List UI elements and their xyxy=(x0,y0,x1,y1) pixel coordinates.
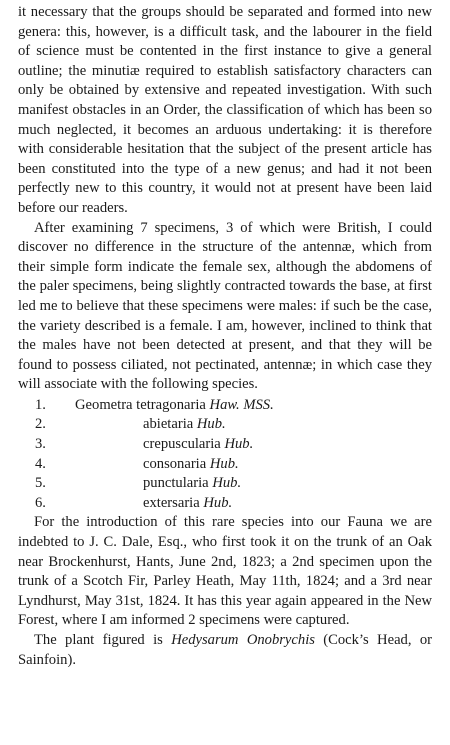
paragraph-introduction: For the introduction of this rare species into our Fauna we are indebted to J. C. Dale, Esq., who first took it on the trunk of an Oak near Brockenhurst, Hants, June 2nd, 1823; a 2nd specimen upon the trunk of a Scotch Fir, Parley Heath, May 11th, 1824; and a 3rd near Lyndhurst, May 31st, 1824. It has this year again appeared in the New Forest, where I am informed 2 specimens were captured. xyxy=(18,514,432,629)
list-number: 6. xyxy=(35,494,46,511)
plant-name: Hedysarum Onobrychis xyxy=(171,632,315,648)
species-name: Geometra tetragonaria xyxy=(75,396,206,413)
plant-text-before: The plant figured is xyxy=(34,632,172,648)
list-number: 3. xyxy=(35,436,46,453)
species-name: abietaria xyxy=(143,416,194,433)
list-number: 1. xyxy=(35,396,46,413)
species-authority: Haw. MSS. xyxy=(209,396,274,413)
species-name: punctularia xyxy=(143,475,209,492)
list-number: 5. xyxy=(35,475,46,492)
species-name: crepuscularia xyxy=(143,436,221,453)
plant-text-after: (Cock’s Head, or Sainfoin). xyxy=(18,632,433,668)
page-body xyxy=(18,3,432,670)
species-authority: Hub. xyxy=(212,475,242,492)
list-item xyxy=(18,494,432,514)
species-list xyxy=(18,396,432,514)
list-item xyxy=(18,435,432,455)
list-item xyxy=(18,474,432,494)
list-item xyxy=(18,396,432,416)
paragraph-specimens: After examining 7 specimens, 3 of which were British, I could discover no difference in the structure of the antennæ, which from their simple form indicate the female sex, although the abdomens of the paler specimens, being slightly contracted towards the base, at first led me to believe that these specimens were males: if such be the case, the variety described is a female. I am, however, inclined to think that the males have not been detected at present, and that they will be found to possess ciliated, not pectinated, antennæ; in which case they will associate with the following species. xyxy=(18,219,432,393)
list-number: 4. xyxy=(35,455,46,472)
species-name: extersaria xyxy=(143,494,200,511)
species-authority: Hub. xyxy=(196,416,226,433)
list-item xyxy=(18,415,432,435)
species-authority: Hub. xyxy=(209,455,239,472)
paragraph-classification: it necessary that the groups should be separated and formed into new genera: this, however, is a difficult task, and the labourer in the field of science must be contented in the first instance to give a general outline; the minutiæ required to establish satisfactory characters can only be obtained by extensive and repeated investigation. With such manifest obstacles in an Order, the classification of which has been so much neglected, it becomes an arduous undertaking: it is therefore with considerable hesitation that the subject of the present article has been constituted into the type of a new genus; and had it not been perfectly new to this country, it would not at present have been laid before our readers. xyxy=(18,4,432,216)
list-item xyxy=(18,455,432,475)
species-authority: Hub. xyxy=(224,436,254,453)
species-authority: Hub. xyxy=(203,494,233,511)
paragraph-plant xyxy=(18,631,432,670)
species-name: consonaria xyxy=(143,455,207,472)
list-number: 2. xyxy=(35,416,46,433)
